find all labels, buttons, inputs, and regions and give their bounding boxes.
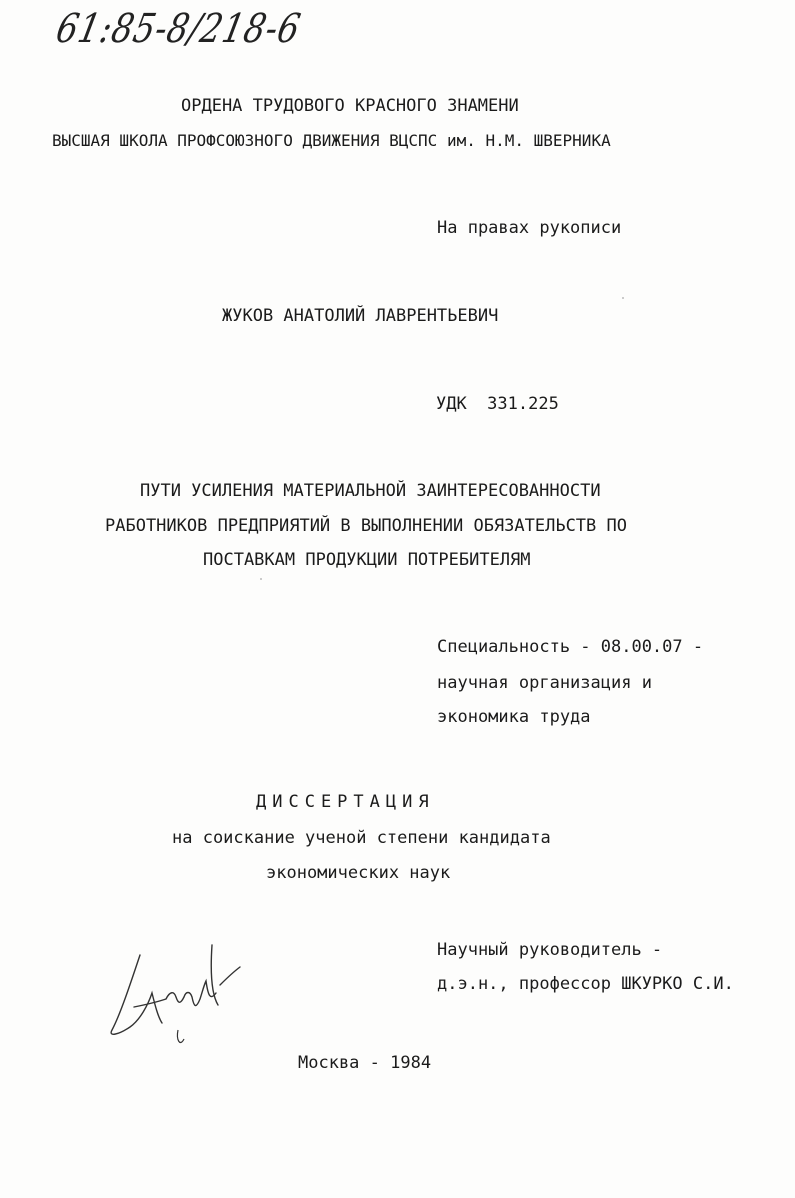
supervisor-line-1: Научный руководитель -	[437, 940, 663, 960]
header-line-1: ОРДЕНА ТРУДОВОГО КРАСНОГО ЗНАМЕНИ	[181, 96, 519, 116]
degree-line-2: экономических наук	[266, 863, 451, 883]
handwritten-archive-code: 61:85-8/218-6	[52, 6, 305, 52]
city-year: Москва - 1984	[298, 1053, 432, 1073]
degree-line-1: на соискание ученой степени кандидата	[172, 828, 551, 848]
title-line-2: РАБОТНИКОВ ПРЕДПРИЯТИЙ В ВЫПОЛНЕНИИ ОБЯЗАТЕЛЬСТВ ПО	[105, 516, 627, 536]
paper-speck	[260, 578, 262, 580]
dissertation-heading: ДИССЕРТАЦИЯ	[256, 792, 435, 812]
specialty-line-2: научная организация и	[437, 673, 652, 693]
specialty-line-1: Специальность - 08.00.07 -	[437, 637, 704, 657]
title-line-3: ПОСТАВКАМ ПРОДУКЦИИ ПОТРЕБИТЕЛЯМ	[203, 550, 531, 570]
paper-speck	[622, 297, 624, 299]
header-line-2: ВЫСШАЯ ШКОЛА ПРОФСОЮЗНОГО ДВИЖЕНИЯ ВЦСПС им. Н.М. ШВЕРНИКА	[52, 131, 611, 150]
supervisor-line-2: д.э.н., профессор ШКУРКО С.И.	[437, 974, 734, 994]
author-signature	[100, 935, 250, 1055]
author-name: ЖУКОВ АНАТОЛИЙ ЛАВРЕНТЬЕВИЧ	[222, 306, 499, 326]
specialty-line-3: экономика труда	[437, 707, 591, 727]
udk-code: УДК 331.225	[436, 394, 559, 414]
title-line-1: ПУТИ УСИЛЕНИЯ МАТЕРИАЛЬНОЙ ЗАИНТЕРЕСОВАННОСТИ	[140, 481, 601, 501]
manuscript-note: На правах рукописи	[437, 218, 622, 238]
